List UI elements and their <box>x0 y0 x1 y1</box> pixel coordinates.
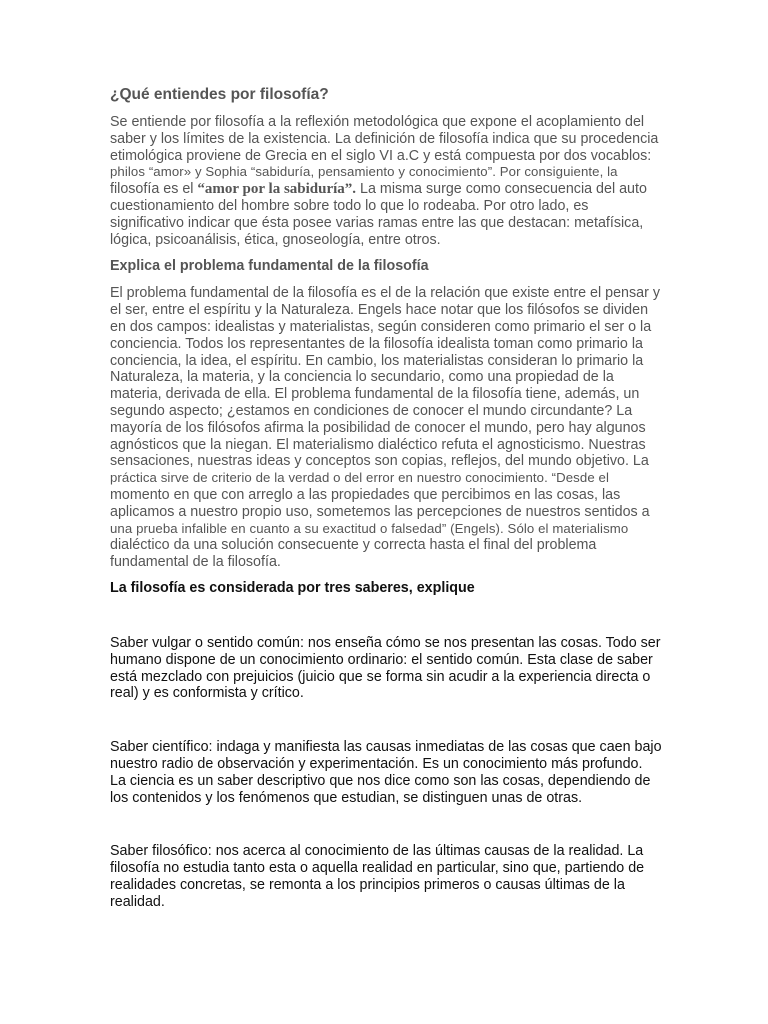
problem-text-5: dialéctico da una solución consecuente y correcta hasta el final del problema fundamental de la filosofía. <box>110 537 597 571</box>
problem-text-1: El problema fundamental de la filosofía es el de la relación que existe entre el pensar y el ser, entre el espíritu y la Naturaleza. Engels hace notar que los filósofos se dividen en dos campos: idealistas y materialistas, según consideren como primario el ser o la conciencia. Todos los representantes de la filosofía idealista toman como primario la conciencia, la idea, el espíritu. En cambio, los materialistas consideran lo primario la Naturaleza, la materia, y la conciencia lo secundario, como una propiedad de la materia, derivada de ella. El problema fundamental de la filosofía tiene, además, un segundo aspecto; ¿estamos en condiciones de conocer el mundo circundante? La mayoría de los filósofos afirma la posibilidad de conocer el mundo, pero hay algunos agnósticos que la niegan. El materialismo dialéctico refuta el agnosticismo. Nuestras sensaciones, nuestras ideas y conceptos son copias, reflejos, del mundo objetivo. La <box>110 285 660 470</box>
problem-paragraph <box>110 285 662 571</box>
intro-quote: “amor por la sabiduría”. <box>197 181 357 198</box>
intro-text-1: Se entiende por filosofía a la reflexión metodológica que expone el acoplamiento del saber y los límites de la existencia. La definición de filosofía indica que su procedencia etimológica proviene de Grecia en el siglo VI a.C y está compuesta por dos vocablos: <box>110 114 659 164</box>
section-heading-saberes: La filosofía es considerada por tres saberes, explique <box>110 579 475 596</box>
intro-text-3: filosofía es el <box>110 181 198 198</box>
problem-text-4: una prueba infalible en cuanto a su exactitud o falsedad” (Engels). Sólo el materialismo <box>110 520 629 536</box>
document-page <box>110 85 662 910</box>
problem-text-3: momento en que con arreglo a las propiedades que percibimos en las cosas, las aplicamos a nuestro propio uso, sometemos las percepciones de nuestros sentidos a <box>110 486 650 520</box>
intro-paragraph <box>110 114 662 248</box>
saber-cientifico-paragraph: Saber científico: indaga y manifiesta las causas inmediatas de las cosas que caen bajo nuestro radio de observación y experimentación. Es un conocimiento más profundo. La ciencia es un saber descriptivo que nos dice como son las cosas, dependiendo de los contenidos y los fenómenos que estudian, se distinguen unas de otras. <box>110 739 662 806</box>
section-heading-problem: Explica el problema fundamental de la filosofía <box>110 258 429 275</box>
saber-vulgar-paragraph: Saber vulgar o sentido común: nos enseña cómo se nos presentan las cosas. Todo ser humano dispone de un conocimiento ordinario: el sentido común. Esta clase de saber está mezclado con prejuicios (juicio que se forma sin acudir a la experiencia directa o real) y es conformista y crítico. <box>110 634 661 702</box>
saber-filosofico-paragraph: Saber filosófico: nos acerca al conocimiento de las últimas causas de la realidad. La filosofía no estudia tanto esta o aquella realidad en particular, sino que, partiendo de realidades concretas, se remonta a los principios primeros o causas últimas de la realidad. <box>110 843 645 910</box>
intro-text-5: La misma surge como consecuencia del auto cuestionamiento del hombre sobre todo lo que lo rodeaba. Por otro lado, es significativo indicar que ésta posee varias ramas entre las que destacan: metafísica, lógica, psicoanálisis, ética, gnoseología, entre otros. <box>110 181 647 248</box>
page-title: ¿Qué entiendes por filosofía? <box>110 86 329 103</box>
problem-text-2: práctica sirve de criterio de la verdad o del error en nuestro conocimiento. “Desde el <box>110 470 609 486</box>
intro-text-2: philos “amor» y Sophia “sabiduría, pensamiento y conocimiento”. Por consiguiente, la <box>110 164 618 180</box>
